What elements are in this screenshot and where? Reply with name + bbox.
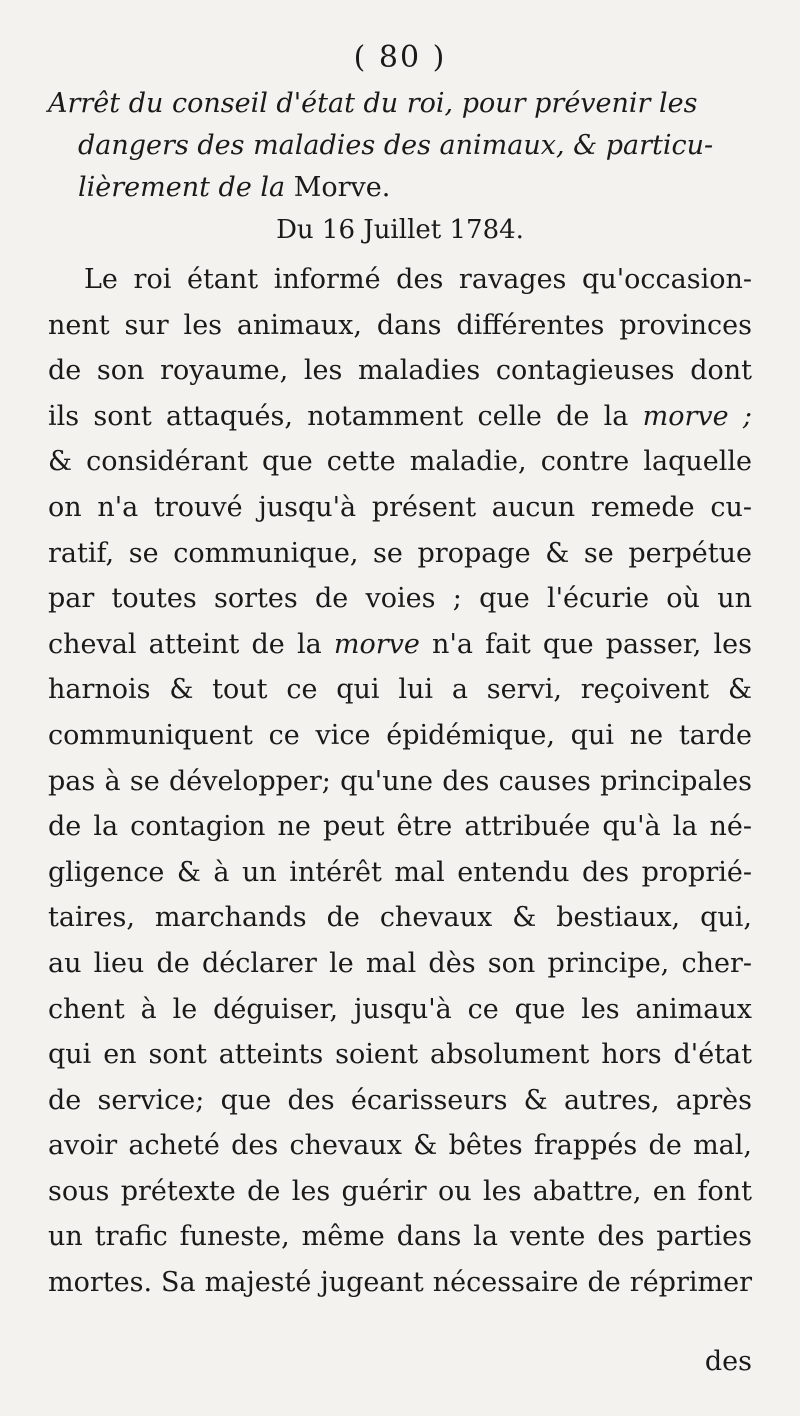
body-line: communiquent ce vice épidémique, qui ne tarde [48,719,752,751]
body-line: Le roi étant informé des ravages qu'occasion- [84,264,752,295]
body-line: mortes. Sa majesté jugeant nécessaire de réprimer [48,1267,752,1299]
heading-text-2: dangers des maladies des animaux, & particu- [78,130,714,161]
body-line: on n'a trouvé jusqu'à présent aucun remede cu- [48,491,752,523]
body-text [48,257,752,1306]
body-text-segment: cheval atteint de la [48,628,334,660]
body-line: chent à le déguiser, jusqu'à ce que les animaux [48,993,752,1025]
body-italic-term: morve [333,628,420,660]
page-number: ( 80 ) [353,40,447,75]
body-line: & considérant que cette maladie, contre laquelle [48,446,752,478]
body-line: nent sur les animaux, dans différentes provinces [48,309,752,341]
body-line: qui en sont atteints soient absolument hors d'état [48,1039,752,1071]
decree-date: Du 16 Juillet 1784. [276,215,524,245]
body-text-segment: ils sont attaqués, notamment celle de la [48,400,643,432]
body-line: taires, marchands de chevaux & bestiaux, qui, [48,902,752,934]
body-line [48,394,752,440]
body-line: de son royaume, les maladies contagieuses dont [48,355,752,387]
body-line: sous prétexte de les guérir ou les abattre, en font [48,1175,752,1207]
body-line: de service; que des écarisseurs & autres, après [48,1084,752,1116]
body-text-segment: n'a fait que passer, les [419,628,752,660]
body-line: ratif, se communique, se propage & se perpétue [48,537,752,569]
decree-heading [48,83,752,209]
heading-text-1: Arrêt du conseil d'état du roi, pour prévenir les [48,88,698,119]
body-line: harnois & tout ce qui lui a servi, reçoivent & [48,674,752,706]
heading-text-3b: Morve. [293,172,391,203]
body-line: avoir acheté des chevaux & bêtes frappés de mal, [48,1130,752,1162]
heading-text-3a: lièrement de la [78,172,294,203]
body-line: au lieu de déclarer le mal dès son principe, cher- [48,947,752,979]
body-line: pas à se développer; qu'une des causes principales [48,765,752,797]
body-line: gligence & à un intérêt mal entendu des proprié- [48,856,752,888]
body-italic-term: morve ; [642,400,752,432]
body-line: un trafic funeste, même dans la vente des parties [48,1221,752,1253]
catchword: des [704,1346,752,1377]
body-line: par toutes sortes de voies ; que l'écurie où un [48,583,752,615]
heading-line [48,83,752,209]
body-line [48,622,752,668]
body-line: de la contagion ne peut être attribuée qu'à la né- [48,811,752,843]
